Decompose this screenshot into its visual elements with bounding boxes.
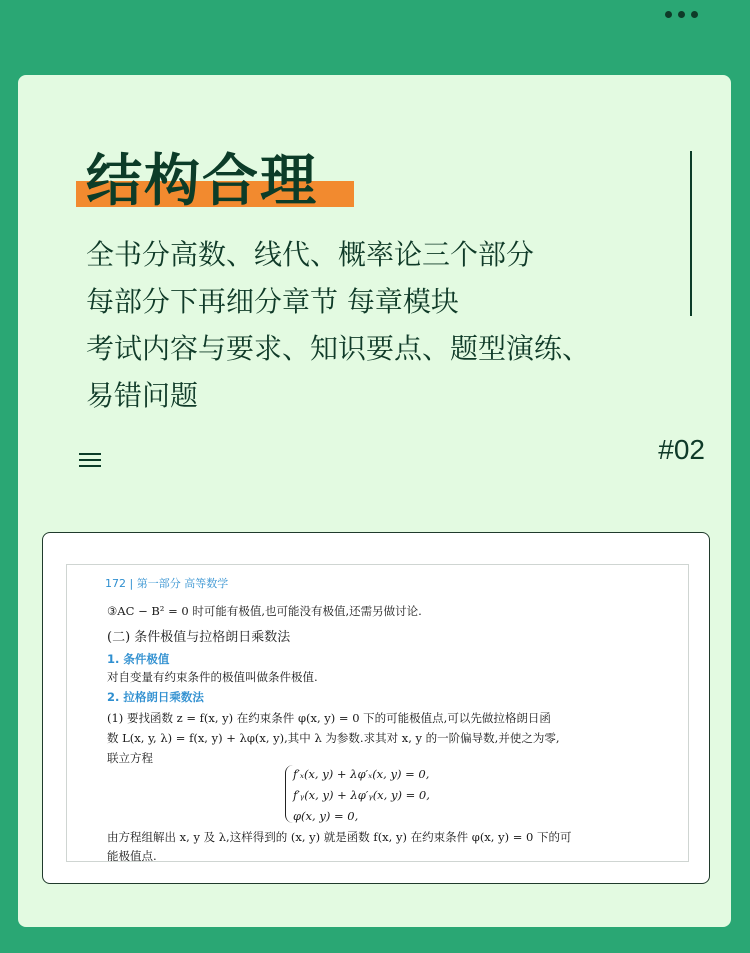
page-section-heading: (二) 条件极值与拉格朗日乘数法 <box>107 630 291 645</box>
equation-line: f′ₓ(x, y) + λφ′ₓ(x, y) = 0, <box>293 767 430 781</box>
dot <box>678 11 685 18</box>
page-line: ③AC − B² = 0 时可能有极值,也可能没有极值,还需另做讨论. <box>107 604 422 618</box>
description-line: 考试内容与要求、知识要点、题型演练、 <box>86 332 591 365</box>
vertical-divider <box>690 151 692 316</box>
page-header: 172 | 第一部分 高等数学 <box>105 577 229 590</box>
page-subheading: 2. 拉格朗日乘数法 <box>107 690 204 704</box>
page-line: 对自变量有约束条件的极值叫做条件极值. <box>107 670 318 684</box>
title-block <box>76 147 318 217</box>
card-title: 结构合理 <box>86 149 318 214</box>
book-page-image <box>66 564 689 862</box>
book-preview-frame <box>42 532 710 884</box>
dot <box>691 11 698 18</box>
feature-card <box>18 75 731 927</box>
equation-line: φ(x, y) = 0, <box>293 809 359 823</box>
description-line: 每部分下再细分章节 每章模块 <box>86 285 459 318</box>
page-line: 数 L(x, y, λ) = f(x, y) + λφ(x, y),其中 λ 为参数.求其对 x, y 的一阶偏导数,并使之为零, <box>107 731 560 745</box>
page-line: 联立方程 <box>107 751 153 765</box>
equation-line: f′ᵧ(x, y) + λφ′ᵧ(x, y) = 0, <box>293 788 430 802</box>
description-line: 全书分高数、线代、概率论三个部分 <box>86 238 535 271</box>
more-dots-icon[interactable] <box>665 11 698 18</box>
page-line: 能极值点. <box>107 849 157 862</box>
page-line: (1) 要找函数 z = f(x, y) 在约束条件 φ(x, y) = 0 下的可能极值点,可以先做拉格朗日函 <box>107 711 551 725</box>
dot <box>665 11 672 18</box>
description-line: 易错问题 <box>86 379 199 412</box>
card-description <box>86 231 590 419</box>
card-number: #02 <box>658 434 705 465</box>
page-line: 由方程组解出 x, y 及 λ,这样得到的 (x, y) 就是函数 f(x, y) 在约束条件 φ(x, y) = 0 下的可 <box>107 830 572 844</box>
hamburger-menu-icon[interactable] <box>79 453 101 471</box>
page-subheading: 1. 条件极值 <box>107 652 170 666</box>
